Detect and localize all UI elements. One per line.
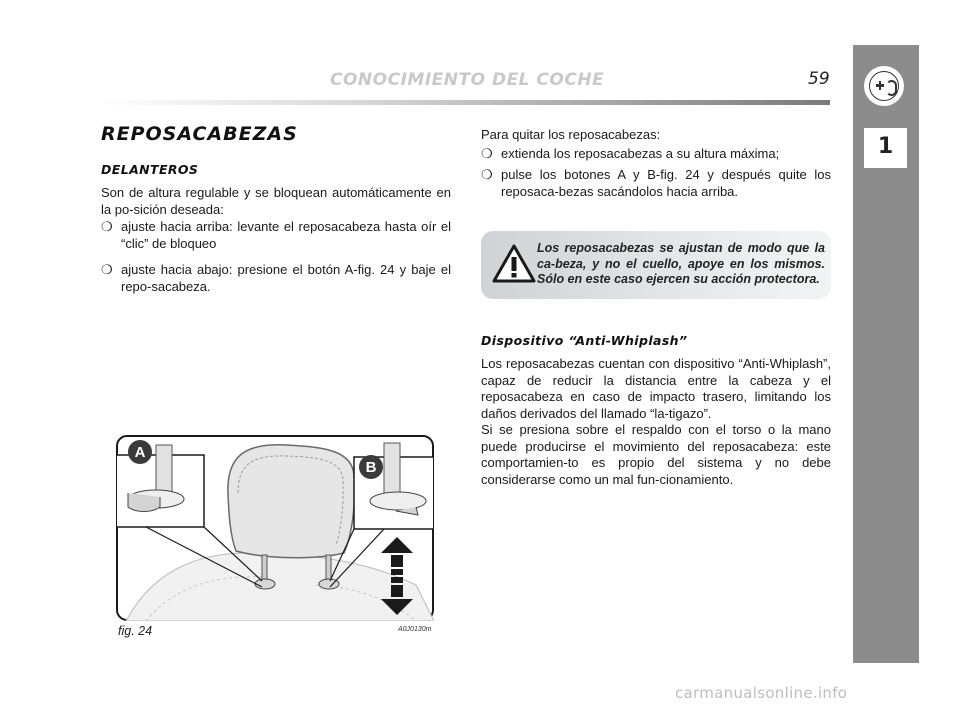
removal-intro: Para quitar los reposacabezas: xyxy=(481,127,661,142)
figure-caption: fig. 24 xyxy=(118,624,153,638)
warning-triangle-icon xyxy=(491,243,537,285)
list-item-text: extienda los reposacabezas a su altura máxima; xyxy=(501,146,780,161)
chapter-box xyxy=(864,128,907,168)
list-item-text: ajuste hacia abajo: presione el botón A-fig. 24 y baje el repo-sacabeza. xyxy=(121,262,451,294)
bullet-marker: ❍ xyxy=(481,167,493,182)
intro-paragraph: Son de altura regulable y se bloquean automáticamente en la po-sición deseada: xyxy=(101,185,451,217)
list-item-text: pulse los botones A y B-fig. 24 y después quite los reposaca-bezas sacándolos hacia arriba. xyxy=(501,167,831,199)
warning-text: Los reposacabezas se ajustan de modo que la ca-beza, y no el cuello, apoye en los mismos. Sólo en este caso ejercen su acción protectora. xyxy=(537,241,825,286)
figure-code: A0J0130m xyxy=(398,626,432,633)
callout-b-label: B xyxy=(365,459,377,476)
header-rule xyxy=(100,100,830,105)
list-item xyxy=(101,219,451,252)
alfa-romeo-logo-icon xyxy=(869,71,899,101)
bullet-marker: ❍ xyxy=(101,219,113,234)
section-subtitle: DELANTEROS xyxy=(101,162,199,177)
section-title: REPOSACABEZAS xyxy=(101,123,298,145)
page-number: 59 xyxy=(808,69,830,89)
anti-whiplash-body-1: Los reposacabezas cuentan con dispositivo “Anti-Whiplash”, capaz de reducir la distancia entre la cabeza y el reposacabeza en caso de impacto trasero, limitando los daños derivados del llamado “la-tigazo”. xyxy=(481,356,831,421)
brand-logo xyxy=(864,66,904,106)
headrest-cushion xyxy=(228,445,355,558)
list-item-text: ajuste hacia arriba: levante el reposacabeza hasta oír el “clic” de bloqueo xyxy=(121,219,451,251)
chapter-number: 1 xyxy=(877,134,894,159)
anti-whiplash-title: Dispositivo “Anti-Whiplash” xyxy=(481,333,688,348)
logo-cross-stem xyxy=(879,81,881,90)
headrest-figure xyxy=(116,435,434,621)
page-header-title: CONOCIMIENTO DEL COCHE xyxy=(330,70,605,90)
list-item xyxy=(481,167,831,200)
anti-whiplash-body-2: Si se presiona sobre el respaldo con el torso o la mano puede producirse el movimiento del reposacabeza: este comportamien-to es propio del sistema y no debe considerarse como un mal fun-cionamiento. xyxy=(481,422,831,487)
list-item xyxy=(101,262,451,295)
bullet-marker: ❍ xyxy=(101,262,113,277)
bullet-marker: ❍ xyxy=(481,146,493,161)
list-item xyxy=(481,146,831,163)
callout-a-label: A xyxy=(134,444,146,461)
logo-serpent xyxy=(886,80,897,96)
warning-box xyxy=(481,231,831,299)
footer-watermark: carmanualsonline.info xyxy=(675,684,848,702)
